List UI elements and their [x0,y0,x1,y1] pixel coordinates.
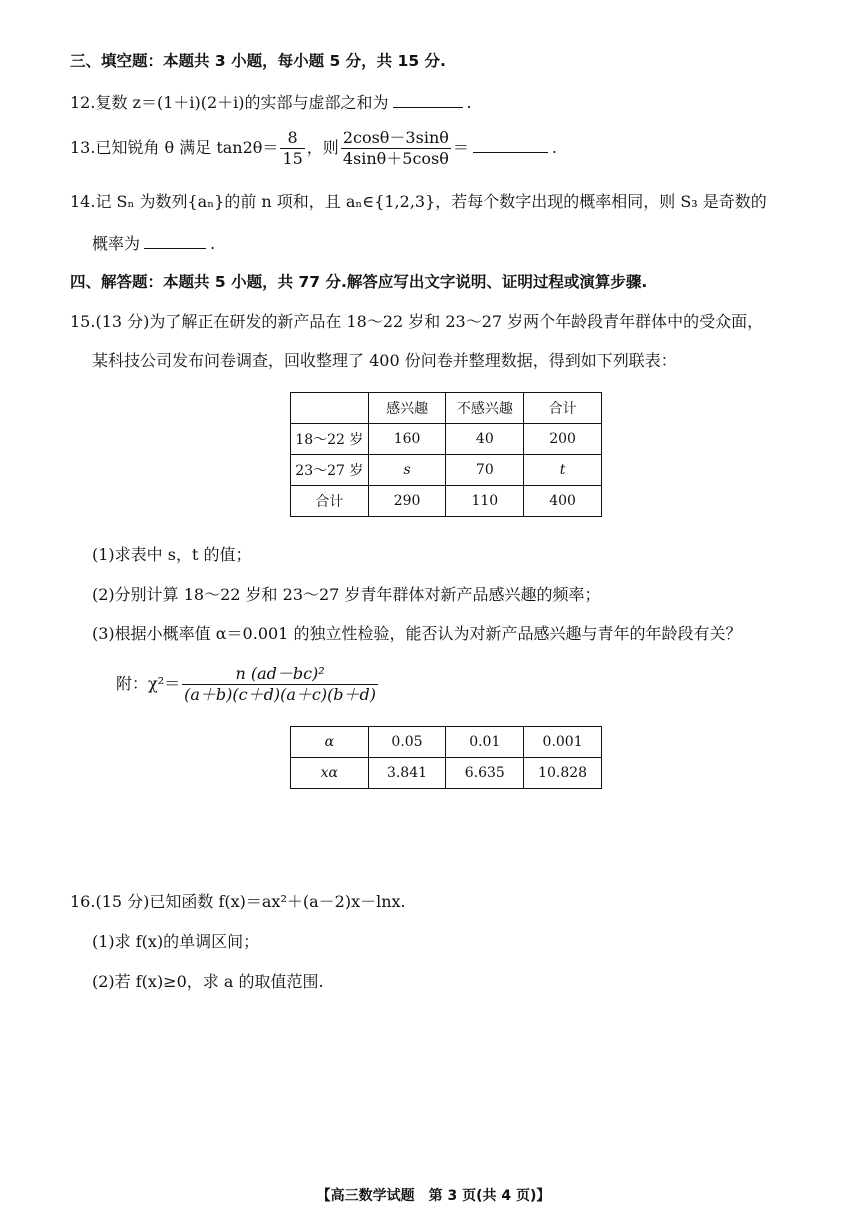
table-row [291,486,602,517]
question-13-mid: ，则 [306,138,339,157]
answer-blank [393,91,463,108]
question-14-end: . [210,234,216,253]
fraction-tan-denominator: 15 [282,149,303,168]
formula-numerator: n (ad－bc)² [182,664,378,685]
table-row [291,758,602,789]
table-cell: 6.635 [446,758,524,789]
table-row [291,455,602,486]
critical-value-table [290,726,602,789]
table-cell: α [291,727,369,758]
table-cell: 160 [368,424,446,455]
fraction-trig-denominator: 4sinθ＋5cosθ [342,149,449,168]
table-cell: 合计 [524,393,602,424]
question-13-end: . [551,138,557,157]
fraction-trig [341,128,451,169]
table-cell: t [524,455,602,486]
question-16-line1: 16.(15 分)已知函数 f(x)＝ax²＋(a－2)x－lnx. [70,892,406,911]
question-13 [70,128,557,169]
table-cell: xα [291,758,369,789]
question-16-sub1: (1)求 f(x)的单调区间； [92,932,260,951]
section3-title: 三、填空题：本题共 3 小题，每小题 5 分，共 15 分. [70,52,446,70]
table-cell: 200 [524,424,602,455]
table-cell: 23～27 岁 [291,455,369,486]
table-cell: 18～22 岁 [291,424,369,455]
table-cell: 不感兴趣 [446,393,524,424]
question-14-line1: 14.记 Sₙ 为数列{aₙ}的前 n 项和，且 aₙ∈{1,2,3}，若每个数字出现的概率相同，则 S₃ 是奇数的 [70,192,767,211]
question-14-line2 [92,232,215,255]
question-15-line2: 某科技公司发布问卷调查，回收整理了 400 份问卷并整理数据，得到如下列联表： [92,351,677,370]
table-cell: s [368,455,446,486]
table-cell: 290 [368,486,446,517]
question-13-eq: ＝ [452,138,469,157]
table-row [291,424,602,455]
table-cell: 10.828 [524,758,602,789]
table-cell: 0.001 [524,727,602,758]
table-header-row [291,393,602,424]
question-14-line2-text: 概率为 [92,234,141,253]
section4-title: 四、解答题：本题共 5 小题，共 77 分.解答应写出文字说明、证明过程或演算步骤. [70,273,648,291]
question-15-line1: 15.(13 分)为了解正在研发的新产品在 18～22 岁和 23～27 岁两个年龄段青年群体中的受众面， [70,312,764,331]
table-cell: 400 [524,486,602,517]
table-cell: 感兴趣 [368,393,446,424]
fraction-tan [280,128,304,169]
question-15-sub1: (1)求表中 s，t 的值； [92,545,252,564]
answer-blank [473,136,548,153]
table-cell: 70 [446,455,524,486]
question-12-text: 12.复数 z＝(1＋i)(2＋i)的实部与虚部之和为 [70,93,389,112]
formula-prefix: 附：χ²＝ [116,674,181,693]
chi-square-formula [116,664,380,705]
table-cell [291,393,369,424]
table-cell: 110 [446,486,524,517]
table-cell: 0.01 [446,727,524,758]
contingency-table [290,392,602,517]
formula-denominator: (a＋b)(c＋d)(a＋c)(b＋d) [184,685,377,704]
page-footer: 【高三数学试题 第 3 页(共 4 页)】 [316,1188,551,1204]
question-15-sub2: (2)分别计算 18～22 岁和 23～27 岁青年群体对新产品感兴趣的频率； [92,585,601,604]
formula-fraction [182,664,378,705]
fraction-trig-numerator: 2cosθ－3sinθ [342,128,449,147]
table-cell: 3.841 [368,758,446,789]
question-13-prefix: 13.已知锐角 θ 满足 tan2θ＝ [70,138,279,157]
question-12 [70,91,472,114]
table-cell: 0.05 [368,727,446,758]
question-16-sub2: (2)若 f(x)≥0，求 a 的取值范围. [92,972,324,991]
question-12-end: . [466,93,472,112]
table-cell: 合计 [291,486,369,517]
question-15-sub3: (3)根据小概率值 α＝0.001 的独立性检验，能否认为对新产品感兴趣与青年的年龄段有关？ [92,624,742,643]
table-cell: 40 [446,424,524,455]
table-row [291,727,602,758]
fraction-tan-numerator: 8 [280,128,304,149]
answer-blank [144,232,206,249]
